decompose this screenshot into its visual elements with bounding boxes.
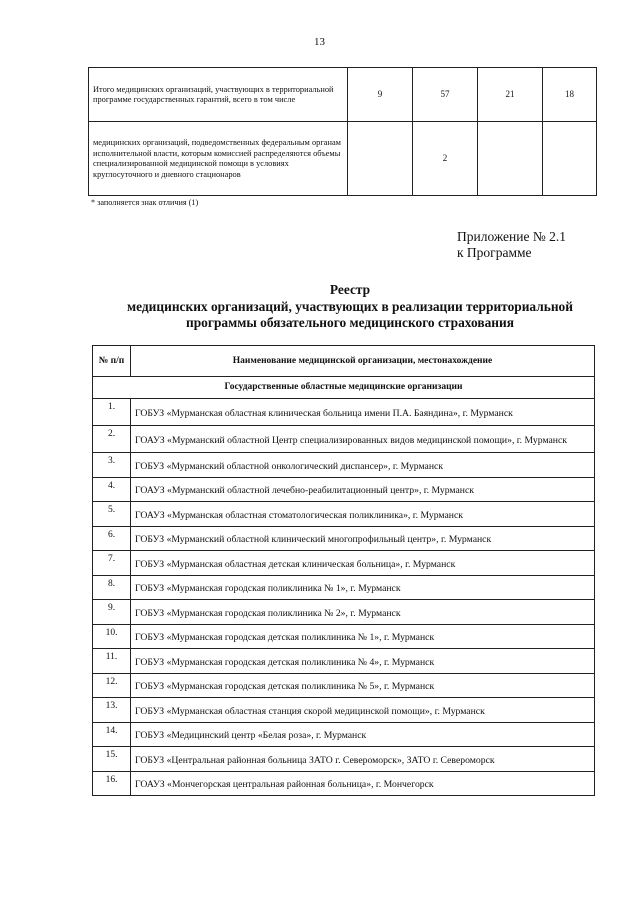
table-row xyxy=(93,747,595,772)
header-name: Наименование медицинской организации, местонахождение xyxy=(131,346,595,377)
organization-name: ГОАУЗ «Мончегорская центральная районная больница», г. Мончегорск xyxy=(131,771,595,796)
summary-cell: 9 xyxy=(348,68,413,122)
summary-row-label: медицинских организаций, подведомственных федеральным органам исполнительной власти, которым комиссией распределяются объемы специализированной медицинской помощи в условиях круглосуточного и дневного стационаров xyxy=(89,122,348,196)
organization-name: ГОБУЗ «Мурманская областная станция скорой медицинской помощи», г. Мурманск xyxy=(131,698,595,723)
table-row xyxy=(93,600,595,625)
organization-name: ГОБУЗ «Мурманская городская поликлиника № 2», г. Мурманск xyxy=(131,600,595,625)
row-number: 13. xyxy=(93,698,131,723)
register-table xyxy=(92,345,595,796)
table-row xyxy=(89,122,597,196)
register-title-line-3: программы обязательного медицинского страхования xyxy=(186,315,514,331)
organization-name: ГОАУЗ «Мурманская областная стоматологическая поликлиника», г. Мурманск xyxy=(131,502,595,527)
organization-name: ГОБУЗ «Мурманская областная клиническая больница имени П.А. Баяндина», г. Мурманск xyxy=(131,399,595,426)
row-number: 5. xyxy=(93,502,131,527)
table-row xyxy=(93,673,595,698)
table-row xyxy=(93,426,595,453)
row-number: 10. xyxy=(93,624,131,649)
summary-cell: 57 xyxy=(413,68,478,122)
row-number: 3. xyxy=(93,453,131,478)
summary-cell xyxy=(543,122,597,196)
table-row xyxy=(89,68,597,122)
row-number: 1. xyxy=(93,399,131,426)
row-number: 8. xyxy=(93,575,131,600)
row-number: 7. xyxy=(93,551,131,576)
table-row xyxy=(93,399,595,426)
row-number: 6. xyxy=(93,526,131,551)
row-number: 15. xyxy=(93,747,131,772)
table-row xyxy=(93,526,595,551)
table-row xyxy=(93,771,595,796)
register-title-line-2: медицинских организаций, участвующих в реализации территориальной xyxy=(127,298,573,314)
page-number: 13 xyxy=(314,36,325,48)
row-number: 11. xyxy=(93,649,131,674)
table-row xyxy=(93,551,595,576)
section-title: Государственные областные медицинские организации xyxy=(93,377,595,399)
organization-name: ГОАУЗ «Мурманский областной Центр специализированных видов медицинской помощи», г. Мурманск xyxy=(131,426,595,453)
organization-name: ГОБУЗ «Мурманская городская детская поликлиника № 4», г. Мурманск xyxy=(131,649,595,674)
summary-cell: 18 xyxy=(543,68,597,122)
organization-name: ГОБУЗ «Мурманская городская детская поликлиника № 5», г. Мурманск xyxy=(131,673,595,698)
summary-cell: 2 xyxy=(413,122,478,196)
row-number: 4. xyxy=(93,477,131,502)
appendix-line-2: к Программе xyxy=(457,245,532,260)
organization-name: ГОБУЗ «Центральная районная больница ЗАТО г. Североморск», ЗАТО г. Североморск xyxy=(131,747,595,772)
table-row xyxy=(93,624,595,649)
row-number: 12. xyxy=(93,673,131,698)
organization-name: ГОБУЗ «Мурманская городская поликлиника № 1», г. Мурманск xyxy=(131,575,595,600)
summary-row-label: Итого медицинских организаций, участвующих в территориальной программе государственных гарантий, всего в том числе xyxy=(89,68,348,122)
organization-name: ГОАУЗ «Мурманский областной лечебно-реабилитационный центр», г. Мурманск xyxy=(131,477,595,502)
table-row xyxy=(93,502,595,527)
register-title-line-1: Реестр xyxy=(329,282,371,297)
appendix-label xyxy=(457,229,566,261)
register-header-row xyxy=(93,346,595,377)
row-number: 2. xyxy=(93,426,131,453)
header-num: № п/п xyxy=(93,346,131,377)
table-row xyxy=(93,575,595,600)
table-row xyxy=(93,477,595,502)
organization-name: ГОБУЗ «Мурманская областная детская клиническая больница», г. Мурманск xyxy=(131,551,595,576)
organization-name: ГОБУЗ «Медицинский центр «Белая роза», г. Мурманск xyxy=(131,722,595,747)
appendix-line-1: Приложение № 2.1 xyxy=(457,229,566,244)
table-row xyxy=(93,649,595,674)
summary-cell xyxy=(478,122,543,196)
row-number: 14. xyxy=(93,722,131,747)
organization-name: ГОБУЗ «Мурманская городская детская поликлиника № 1», г. Мурманск xyxy=(131,624,595,649)
table-row xyxy=(93,698,595,723)
summary-table xyxy=(88,67,597,196)
table-row xyxy=(93,722,595,747)
register-title xyxy=(80,282,620,332)
organization-name: ГОБУЗ «Мурманский областной клинический многопрофильный центр», г. Мурманск xyxy=(131,526,595,551)
row-number: 9. xyxy=(93,600,131,625)
table-row xyxy=(93,453,595,478)
row-number: 16. xyxy=(93,771,131,796)
footnote: * заполняется знак отличия (1) xyxy=(91,198,199,207)
summary-cell: 21 xyxy=(478,68,543,122)
register-section-row xyxy=(93,377,595,399)
summary-cell xyxy=(348,122,413,196)
organization-name: ГОБУЗ «Мурманский областной онкологический диспансер», г. Мурманск xyxy=(131,453,595,478)
